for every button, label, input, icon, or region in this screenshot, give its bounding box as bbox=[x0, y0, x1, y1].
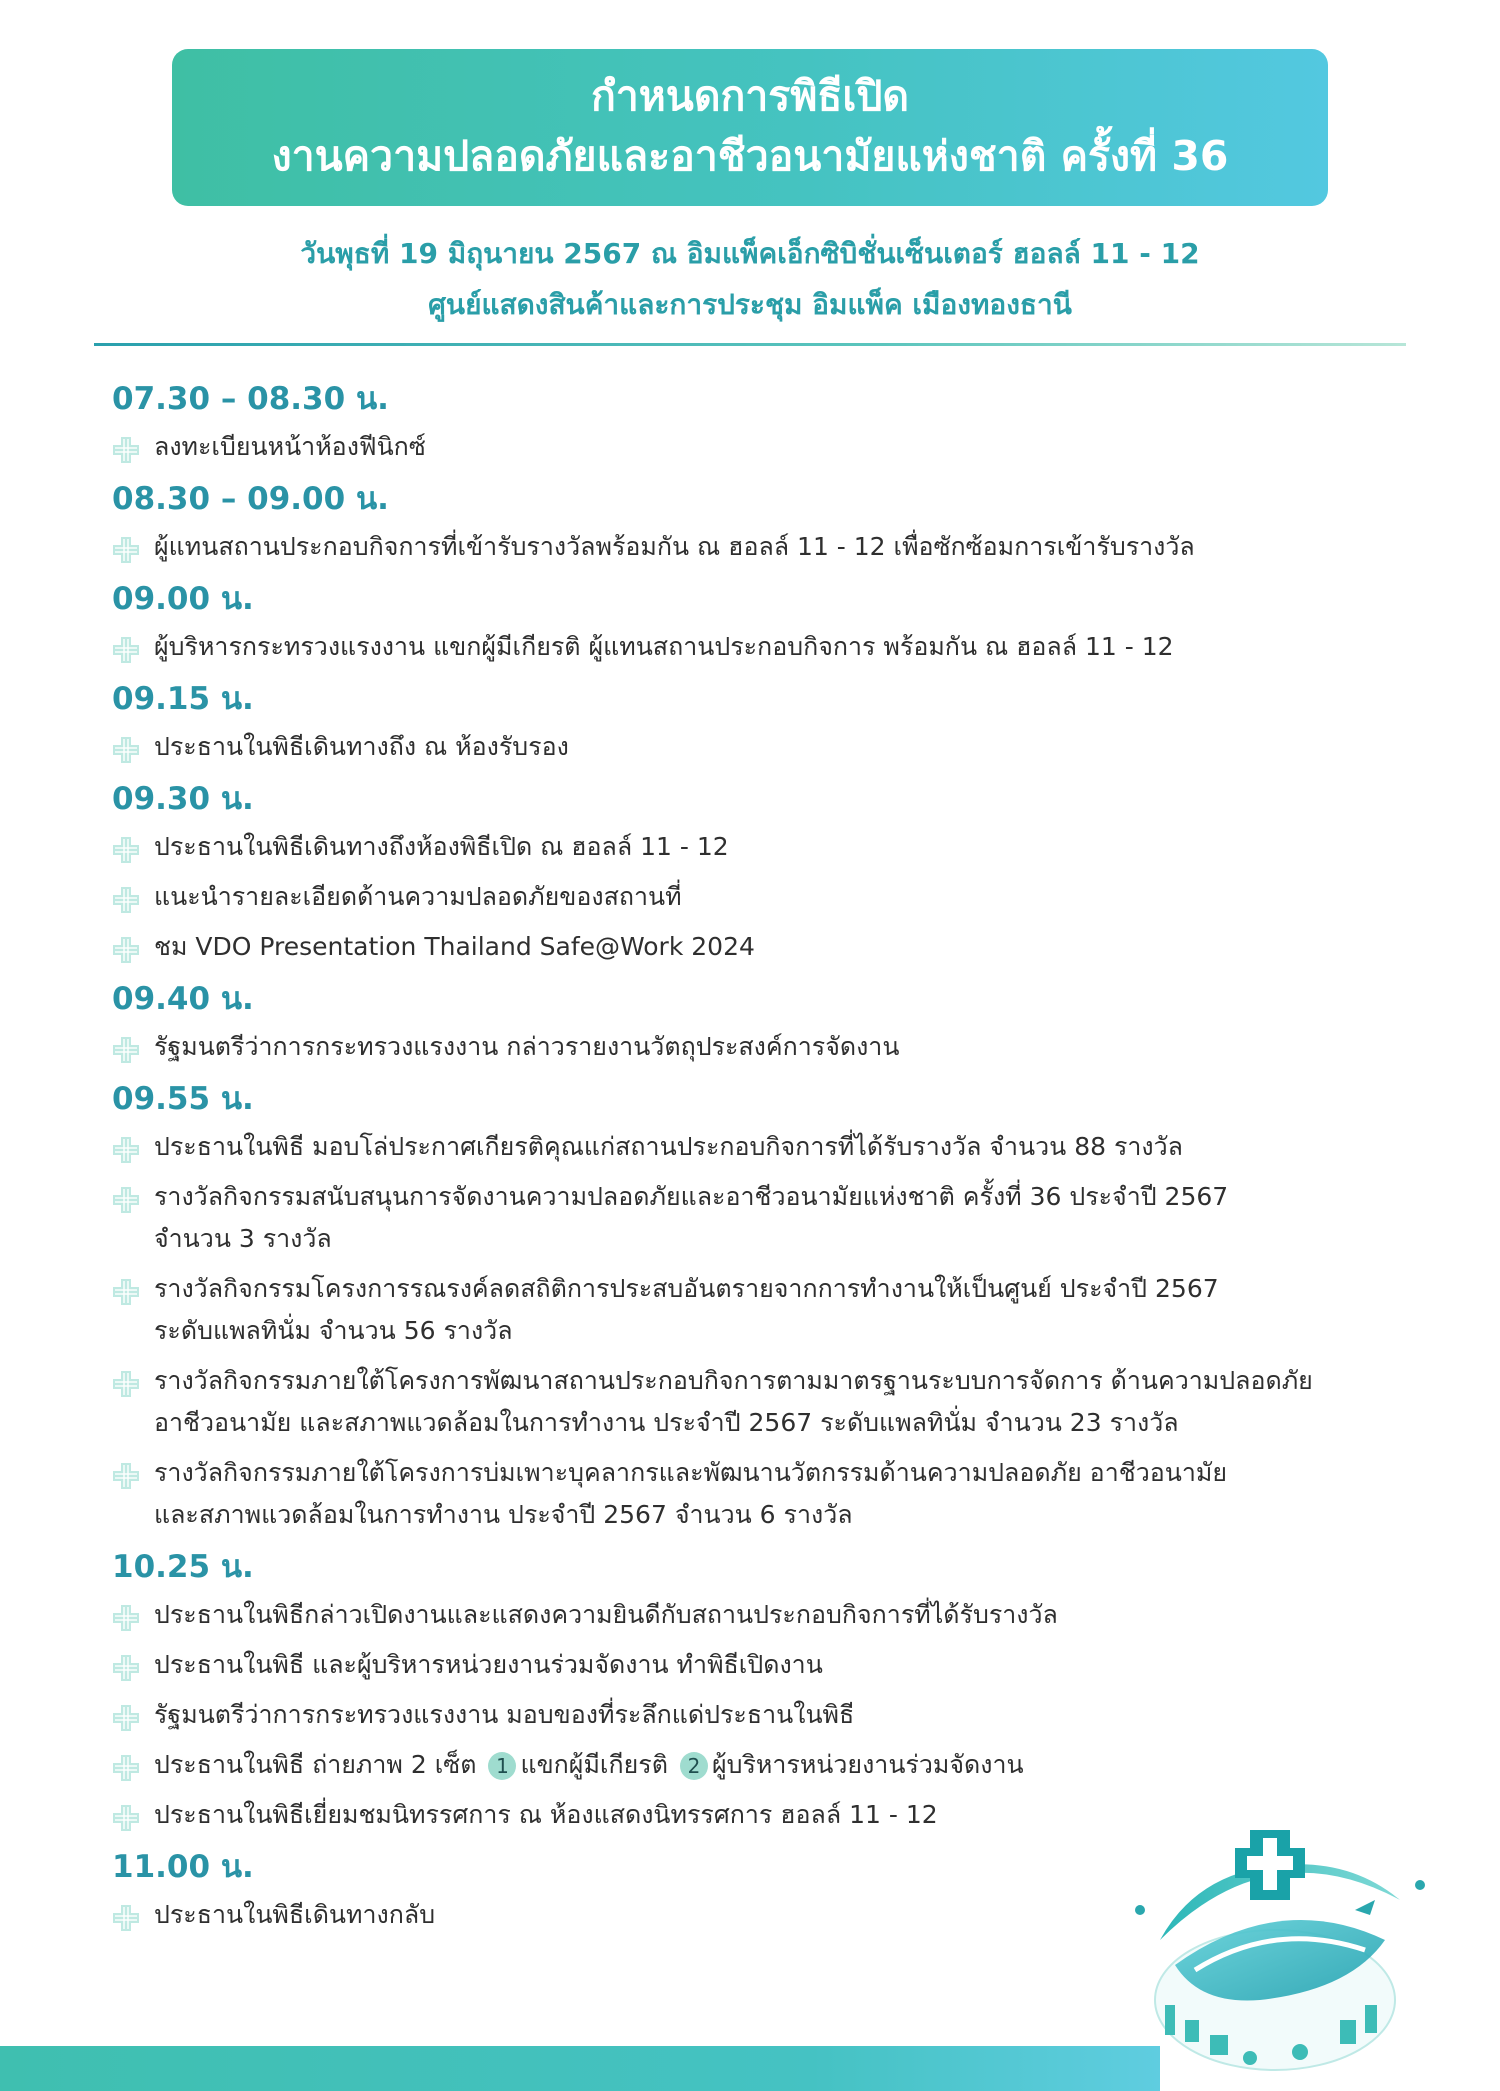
schedule-item-text: ประธานในพิธี มอบโล่ประกาศเกียรติคุณแก่สถานประกอบกิจการที่ได้รับรางวัล จำนวน 88 รางวัล bbox=[154, 1132, 1183, 1161]
schedule-item-text: รัฐมนตรีว่าการกระทรวงแรงงาน กล่าวรายงานวัตถุประสงค์การจัดงาน bbox=[154, 1032, 900, 1061]
schedule-item-text: ประธานในพิธีเดินทางกลับ bbox=[154, 1900, 436, 1929]
schedule-item-text: ผู้แทนสถานประกอบกิจการที่เข้ารับรางวัลพร้อมกัน ณ ฮอลล์ 11 - 12 เพื่อซักซ้อมการเข้ารับรางวัล bbox=[154, 532, 1195, 561]
number-badge-2: 2 bbox=[680, 1752, 708, 1780]
schedule-item bbox=[112, 1176, 1392, 1260]
schedule-item-text: ชม VDO Presentation Thailand Safe@Work 2024 bbox=[154, 932, 755, 961]
schedule-item bbox=[112, 826, 1392, 868]
schedule-item-text: รางวัลกิจกรรมภายใต้โครงการบ่มเพาะบุคลากรและพัฒนานวัตกรรมด้านความปลอดภัย อาชีวอนามัย bbox=[154, 1458, 1228, 1487]
schedule-item-text-cont: ระดับแพลทินั่ม จำนวน 56 รางวัล bbox=[154, 1316, 513, 1345]
plus-cross-icon bbox=[112, 635, 140, 663]
schedule-item bbox=[112, 1452, 1392, 1536]
schedule-item-text: ประธานในพิธีเดินทางถึง ณ ห้องรับรอง bbox=[154, 732, 569, 761]
schedule-item bbox=[112, 1026, 1392, 1068]
plus-cross-icon bbox=[112, 1603, 140, 1631]
schedule-item bbox=[112, 876, 1392, 918]
schedule-item bbox=[112, 926, 1392, 968]
plus-cross-icon bbox=[112, 885, 140, 913]
schedule-item-text: รางวัลกิจกรรมโครงการรณรงค์ลดสถิติการประสบอันตรายจากการทำงานให้เป็นศูนย์ ประจำปี 2567 bbox=[154, 1274, 1219, 1303]
schedule-item-text: รางวัลกิจกรรมสนับสนุนการจัดงานความปลอดภัยและอาชีวอนามัยแห่งชาติ ครั้งที่ 36 ประจำปี 2567 bbox=[154, 1182, 1229, 1211]
header-divider bbox=[94, 343, 1406, 346]
schedule-item bbox=[112, 1694, 1392, 1736]
schedule-time: 07.30 – 08.30 น. bbox=[112, 381, 389, 417]
plus-cross-icon bbox=[112, 1185, 140, 1213]
schedule-item-text-cont: จำนวน 3 รางวัล bbox=[154, 1224, 332, 1253]
plus-cross-icon bbox=[112, 1653, 140, 1681]
schedule-item-text: ประธานในพิธีกล่าวเปิดงานและแสดงความยินดีกับสถานประกอบกิจการที่ได้รับรางวัล bbox=[154, 1600, 1058, 1629]
plus-cross-icon bbox=[112, 1703, 140, 1731]
event-date-venue: วันพุธที่ 19 มิถุนายน 2567 ณ อิมแพ็คเอ็กซิบิชั่นเซ็นเตอร์ ฮอลล์ 11 - 12 bbox=[300, 237, 1200, 270]
schedule-time: 09.30 น. bbox=[112, 781, 254, 817]
schedule-list bbox=[112, 372, 1392, 1944]
plus-cross-icon bbox=[112, 1369, 140, 1397]
footer-bar bbox=[0, 2046, 1160, 2091]
plus-cross-icon bbox=[112, 1461, 140, 1489]
plus-cross-icon bbox=[112, 435, 140, 463]
plus-cross-icon bbox=[112, 835, 140, 863]
schedule-time: 08.30 – 09.00 น. bbox=[112, 481, 389, 517]
schedule-item bbox=[112, 526, 1392, 568]
plus-cross-icon bbox=[112, 935, 140, 963]
schedule-item-text: ลงทะเบียนหน้าห้องฟีนิกซ์ bbox=[154, 432, 426, 461]
schedule-time: 11.00 น. bbox=[112, 1849, 254, 1885]
schedule-item bbox=[112, 1594, 1392, 1636]
event-location: ศูนย์แสดงสินค้าและการประชุม อิมแพ็ค เมืองทองธานี bbox=[428, 288, 1072, 321]
plus-cross-icon bbox=[112, 1135, 140, 1163]
schedule-item-text: ผู้บริหารกระทรวงแรงงาน แขกผู้มีเกียรติ ผู้แทนสถานประกอบกิจการ พร้อมกัน ณ ฮอลล์ 11 - 12 bbox=[154, 632, 1174, 661]
schedule-item-text: ประธานในพิธีเยี่ยมชมนิทรรศการ ณ ห้องแสดงนิทรรศการ ฮอลล์ 11 - 12 bbox=[154, 1800, 938, 1829]
badge-2-label: ผู้บริหารหน่วยงานร่วมจัดงาน bbox=[711, 1750, 1024, 1779]
plus-cross-icon bbox=[112, 1035, 140, 1063]
schedule-time: 09.40 น. bbox=[112, 981, 254, 1017]
schedule-item-text: รัฐมนตรีว่าการกระทรวงแรงงาน มอบของที่ระลึกแด่ประธานในพิธี bbox=[154, 1700, 855, 1729]
number-badge-1: 1 bbox=[488, 1752, 516, 1780]
schedule-item-text: แนะนำรายละเอียดด้านความปลอดภัยของสถานที่ bbox=[154, 882, 682, 911]
plus-cross-icon bbox=[112, 1277, 140, 1305]
schedule-item-text: ประธานในพิธี และผู้บริหารหน่วยงานร่วมจัดงาน ทำพิธีเปิดงาน bbox=[154, 1650, 823, 1679]
plus-cross-icon bbox=[112, 1753, 140, 1781]
schedule-item bbox=[112, 426, 1392, 468]
header-banner bbox=[172, 49, 1328, 206]
schedule-item bbox=[112, 1126, 1392, 1168]
schedule-item-text: ประธานในพิธี ถ่ายภาพ 2 เซ็ต bbox=[154, 1750, 477, 1779]
badge-1-label: แขกผู้มีเกียรติ bbox=[520, 1750, 668, 1779]
schedule-item-text-cont: และสภาพแวดล้อมในการทำงาน ประจำปี 2567 จำนวน 6 รางวัล bbox=[154, 1500, 853, 1529]
schedule-item bbox=[112, 1744, 1392, 1786]
schedule-item bbox=[112, 626, 1392, 668]
page-title-line2: งานความปลอดภัยและอาชีวอนามัยแห่งชาติ ครั้งที่ 36 bbox=[271, 132, 1229, 180]
plus-cross-icon bbox=[112, 1803, 140, 1831]
plus-cross-icon bbox=[112, 1903, 140, 1931]
schedule-time: 10.25 น. bbox=[112, 1549, 254, 1585]
schedule-item bbox=[112, 1360, 1392, 1444]
schedule-item-text: รางวัลกิจกรรมภายใต้โครงการพัฒนาสถานประกอบกิจการตามมาตรฐานระบบการจัดการ ด้านความปลอดภัย bbox=[154, 1366, 1313, 1395]
plus-cross-icon bbox=[112, 735, 140, 763]
schedule-item bbox=[112, 1644, 1392, 1686]
page-title-line1: กำหนดการพิธีเปิด bbox=[590, 72, 910, 120]
schedule-time: 09.15 น. bbox=[112, 681, 254, 717]
safety-globe-logo bbox=[1100, 1790, 1460, 2090]
schedule-item bbox=[112, 1268, 1392, 1352]
schedule-item-text-cont: อาชีวอนามัย และสภาพแวดล้อมในการทำงาน ประจำปี 2567 ระดับแพลทินั่ม จำนวน 23 รางวัล bbox=[154, 1408, 1179, 1437]
plus-cross-icon bbox=[112, 535, 140, 563]
schedule-time: 09.00 น. bbox=[112, 581, 254, 617]
schedule-item-text: ประธานในพิธีเดินทางถึงห้องพิธีเปิด ณ ฮอลล์ 11 - 12 bbox=[154, 832, 729, 861]
schedule-item bbox=[112, 726, 1392, 768]
schedule-time: 09.55 น. bbox=[112, 1081, 254, 1117]
